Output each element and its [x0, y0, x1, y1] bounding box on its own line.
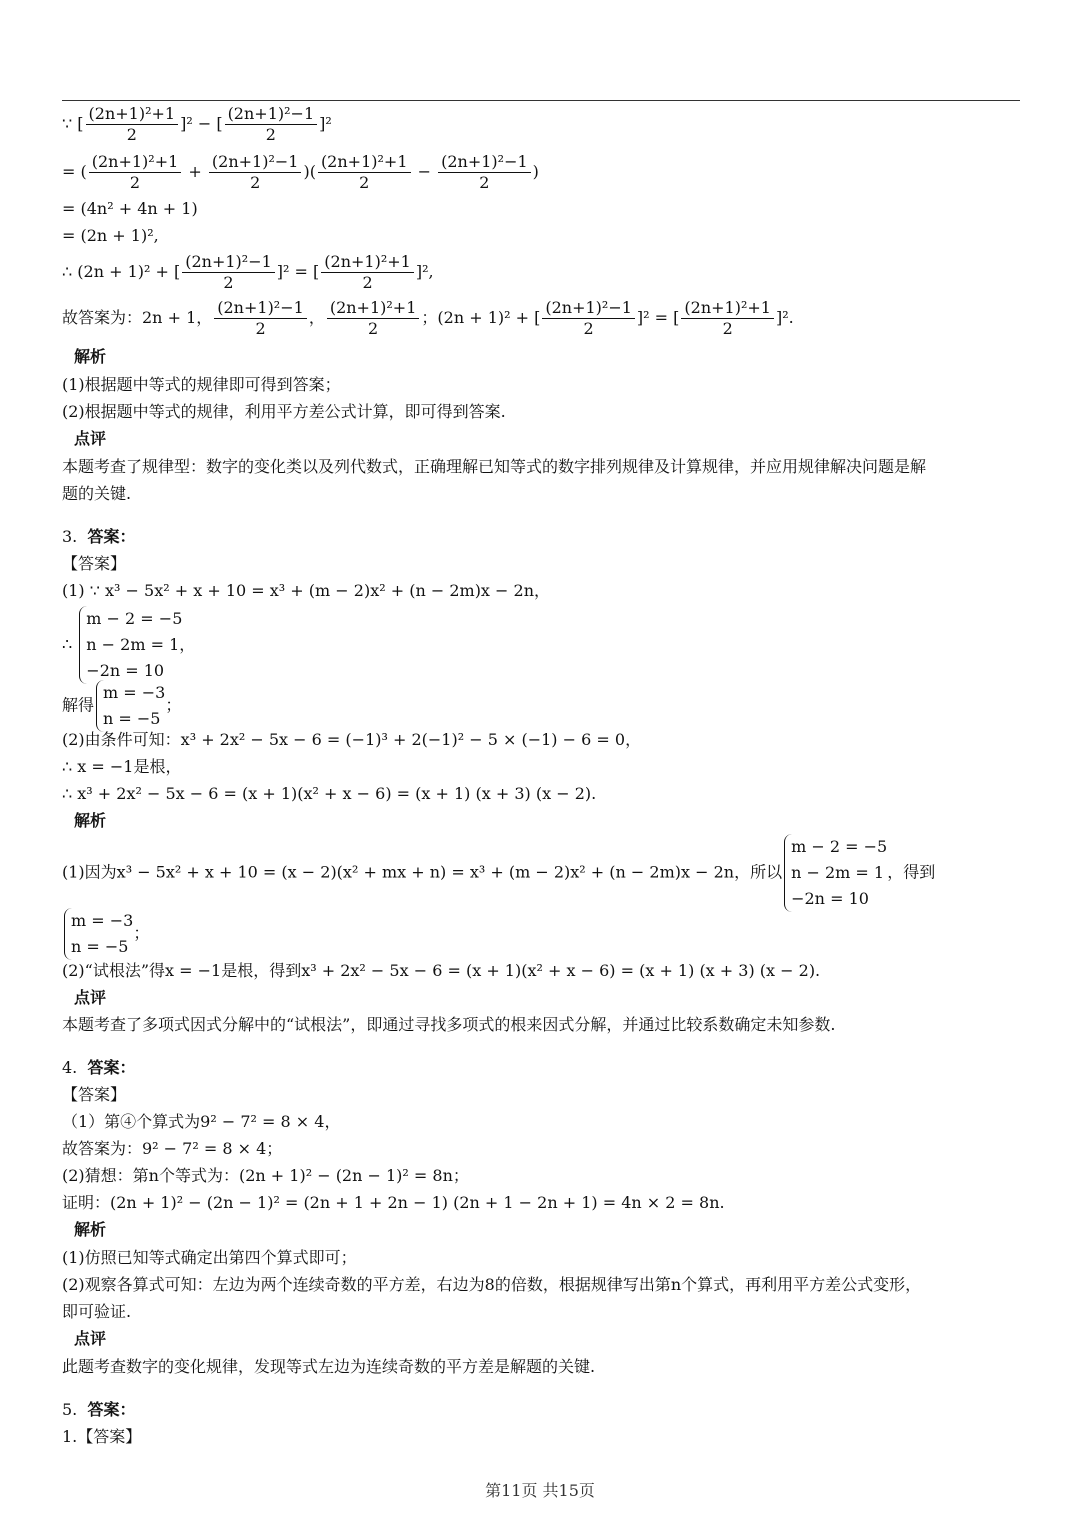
answer-line: 故答案为：9² − 7² = 8 × 4； — [62, 1139, 283, 1158]
fraction — [225, 104, 318, 145]
fraction — [321, 252, 414, 293]
text: ；(2n + 1)² + [ — [421, 308, 541, 327]
text: ， — [308, 308, 325, 327]
analysis-heading: 解析 — [74, 1220, 107, 1239]
eq-line-3: = (4n² + 4n + 1) — [62, 199, 198, 218]
brace-system — [64, 908, 133, 960]
fraction — [542, 298, 635, 339]
numerator: (2n+1)²−1 — [542, 298, 635, 319]
denominator: 2 — [583, 319, 594, 338]
text: ∴ (2n + 1)² + [ — [62, 262, 181, 281]
text: ，得到 — [887, 862, 936, 882]
numerator: (2n+1)²+1 — [318, 152, 411, 173]
answer-heading: 答案： — [87, 527, 136, 546]
fraction — [318, 152, 411, 193]
answer-line: ∴ x³ + 2x² − 5x − 6 = (x + 1)(x² + x − 6) = (x + 1) (x + 3) (x − 2). — [62, 784, 597, 803]
text: ) — [532, 162, 539, 181]
solution-system — [62, 680, 181, 732]
answer-tag: 【答案】 — [62, 554, 127, 573]
system-row: −2n = 10 — [86, 661, 165, 680]
numerator: (2n+1)²−1 — [214, 298, 307, 319]
analysis-line: (2)“试根法”得x = −1是根，得到x³ + 2x² − 5x − 6 = (x + 1)(x² + x − 6) = (x + 1) (x + 3) (x − 2). — [62, 961, 821, 980]
eq-line-2 — [62, 152, 539, 193]
comment-text: 本题考查了多项式因式分解中的“试根法”，即通过寻找多项式的根来因式分解，并通过比较系数确定未知参数. — [62, 1015, 836, 1034]
denominator: 2 — [362, 273, 373, 292]
text: ]² — [319, 114, 332, 133]
text: ]², — [415, 262, 434, 281]
eq-line-5 — [62, 252, 434, 293]
system-row: m = −3 — [103, 683, 166, 702]
text: + — [188, 162, 202, 181]
analysis-heading: 解析 — [74, 811, 107, 830]
brace-system — [784, 834, 887, 912]
denominator: 2 — [223, 273, 234, 292]
text: 解得 — [62, 695, 95, 715]
denominator: 2 — [479, 173, 490, 192]
fraction — [86, 104, 179, 145]
denominator: 2 — [250, 173, 261, 192]
analysis-text: 即可验证. — [62, 1302, 132, 1321]
text: ]². — [775, 308, 794, 327]
numerator: (2n+1)²−1 — [182, 252, 275, 273]
text: )( — [303, 162, 316, 181]
system-row: n = −5 — [71, 937, 129, 956]
comment-heading: 点评 — [74, 988, 107, 1007]
text: ； — [165, 695, 182, 715]
numerator: (2n+1)²−1 — [209, 152, 302, 173]
answer-heading: 答案： — [87, 1058, 136, 1077]
question-4-heading — [62, 1057, 135, 1079]
denominator: 2 — [126, 125, 137, 144]
fraction — [438, 152, 531, 193]
denominator: 2 — [359, 173, 370, 192]
analysis-text: (2)根据题中等式的规律，利用平方差公式计算，即可得到答案. — [62, 402, 506, 421]
numerator: (2n+1)²+1 — [86, 104, 179, 125]
fraction — [327, 298, 420, 339]
numerator: (2n+1)²+1 — [681, 298, 774, 319]
numerator: (2n+1)²+1 — [327, 298, 420, 319]
brace-system — [96, 680, 165, 732]
analysis-text: (2)观察各算式可知：左边为两个连续奇数的平方差，右边为8的倍数，根据规律写出第n个算式，再利用平方差公式变形， — [62, 1275, 922, 1294]
text: (1)因为x³ − 5x² + x + 10 = (x − 2)(x² + mx + n) = x³ + (m − 2)x² + (n − 2m)x − 2n，所以 — [62, 862, 783, 882]
numerator: (2n+1)²−1 — [438, 152, 531, 173]
numerator: (2n+1)²+1 — [89, 152, 182, 173]
text: ]² = [ — [636, 308, 680, 327]
text: ]² = [ — [276, 262, 320, 281]
equation-system — [62, 606, 195, 684]
brace-system — [79, 606, 195, 684]
system-row: m − 2 = −5 — [86, 609, 183, 628]
comment-text: 此题考查数字的变化规律，发现等式左边为连续奇数的平方差是解题的关键. — [62, 1357, 596, 1376]
denominator: 2 — [129, 173, 141, 192]
analysis-heading: 解析 — [74, 347, 107, 366]
text: = ( — [62, 162, 87, 181]
text: ∴ — [62, 634, 73, 654]
system-row: n − 2m = 1， — [86, 635, 196, 654]
answer-line: (1) ∵ x³ − 5x² + x + 10 = x³ + (m − 2)x² + (n − 2m)x − 2n， — [62, 581, 551, 600]
numerator: (2n+1)²−1 — [225, 104, 318, 125]
question-number: 5. — [62, 1400, 78, 1419]
eq-line-4: = (2n + 1)², — [62, 226, 159, 245]
answer-line: （1）第④个算式为9² − 7² = 8 × 4， — [62, 1112, 341, 1131]
answer-line: (2)猜想：第n个等式为：(2n + 1)² − (2n − 1)² = 8n； — [62, 1166, 469, 1185]
question-3-heading — [62, 526, 135, 548]
system-row: −2n = 10 — [791, 889, 869, 908]
comment-heading: 点评 — [74, 1329, 107, 1348]
answer-heading: 答案： — [87, 1400, 136, 1419]
answer-line: (2)由条件可知：x³ + 2x² − 5x − 6 = (−1)³ + 2(−1)² − 5 × (−1) − 6 = 0， — [62, 730, 642, 749]
system-row: m − 2 = −5 — [791, 837, 888, 856]
text: 故答案为：2n + 1， — [62, 308, 213, 327]
fraction — [214, 298, 307, 339]
text: ； — [133, 923, 150, 943]
eq-line-1 — [62, 104, 332, 145]
denominator: 2 — [722, 319, 733, 338]
answer-tag: 1.【答案】 — [62, 1427, 142, 1446]
question-number: 3. — [62, 527, 78, 546]
fraction — [182, 252, 275, 293]
system-row: n − 2m = 1 — [791, 863, 885, 882]
denominator: 2 — [368, 319, 379, 338]
answer-tag: 【答案】 — [62, 1085, 127, 1104]
answer-line: ∴ x = −1是根， — [62, 757, 182, 776]
fraction — [209, 152, 302, 193]
analysis-text: (1)仿照已知等式确定出第四个算式即可； — [62, 1248, 357, 1267]
question-number: 4. — [62, 1058, 78, 1077]
text: ∵ [ — [62, 114, 84, 133]
fraction — [681, 298, 774, 339]
comment-text: 题的关键. — [62, 484, 132, 503]
question-5-heading — [62, 1399, 135, 1421]
top-rule — [62, 100, 1020, 101]
numerator: (2n+1)²+1 — [321, 252, 414, 273]
analysis-line — [62, 834, 935, 912]
comment-text: 本题考查了规律型：数字的变化类以及列代数式，正确理解已知等式的数字排列规律及计算规律，并应用规律解决问题是解 — [62, 457, 927, 476]
eq-line-6 — [62, 298, 794, 339]
text: − — [417, 162, 431, 181]
answer-line: 证明：(2n + 1)² − (2n − 1)² = (2n + 1 + 2n − 1) (2n + 1 − 2n + 1) = 4n × 2 = 8n. — [62, 1193, 725, 1212]
page-footer: 第11页 共15页 — [485, 1481, 595, 1500]
comment-heading: 点评 — [74, 429, 107, 448]
system-row: m = −3 — [71, 911, 134, 930]
text: ]² − [ — [180, 114, 223, 133]
denominator: 2 — [265, 125, 276, 144]
analysis-text: (1)根据题中等式的规律即可得到答案； — [62, 375, 341, 394]
analysis-system — [62, 908, 149, 960]
system-row: n = −5 — [103, 709, 161, 728]
fraction — [89, 152, 182, 193]
denominator: 2 — [255, 319, 266, 338]
